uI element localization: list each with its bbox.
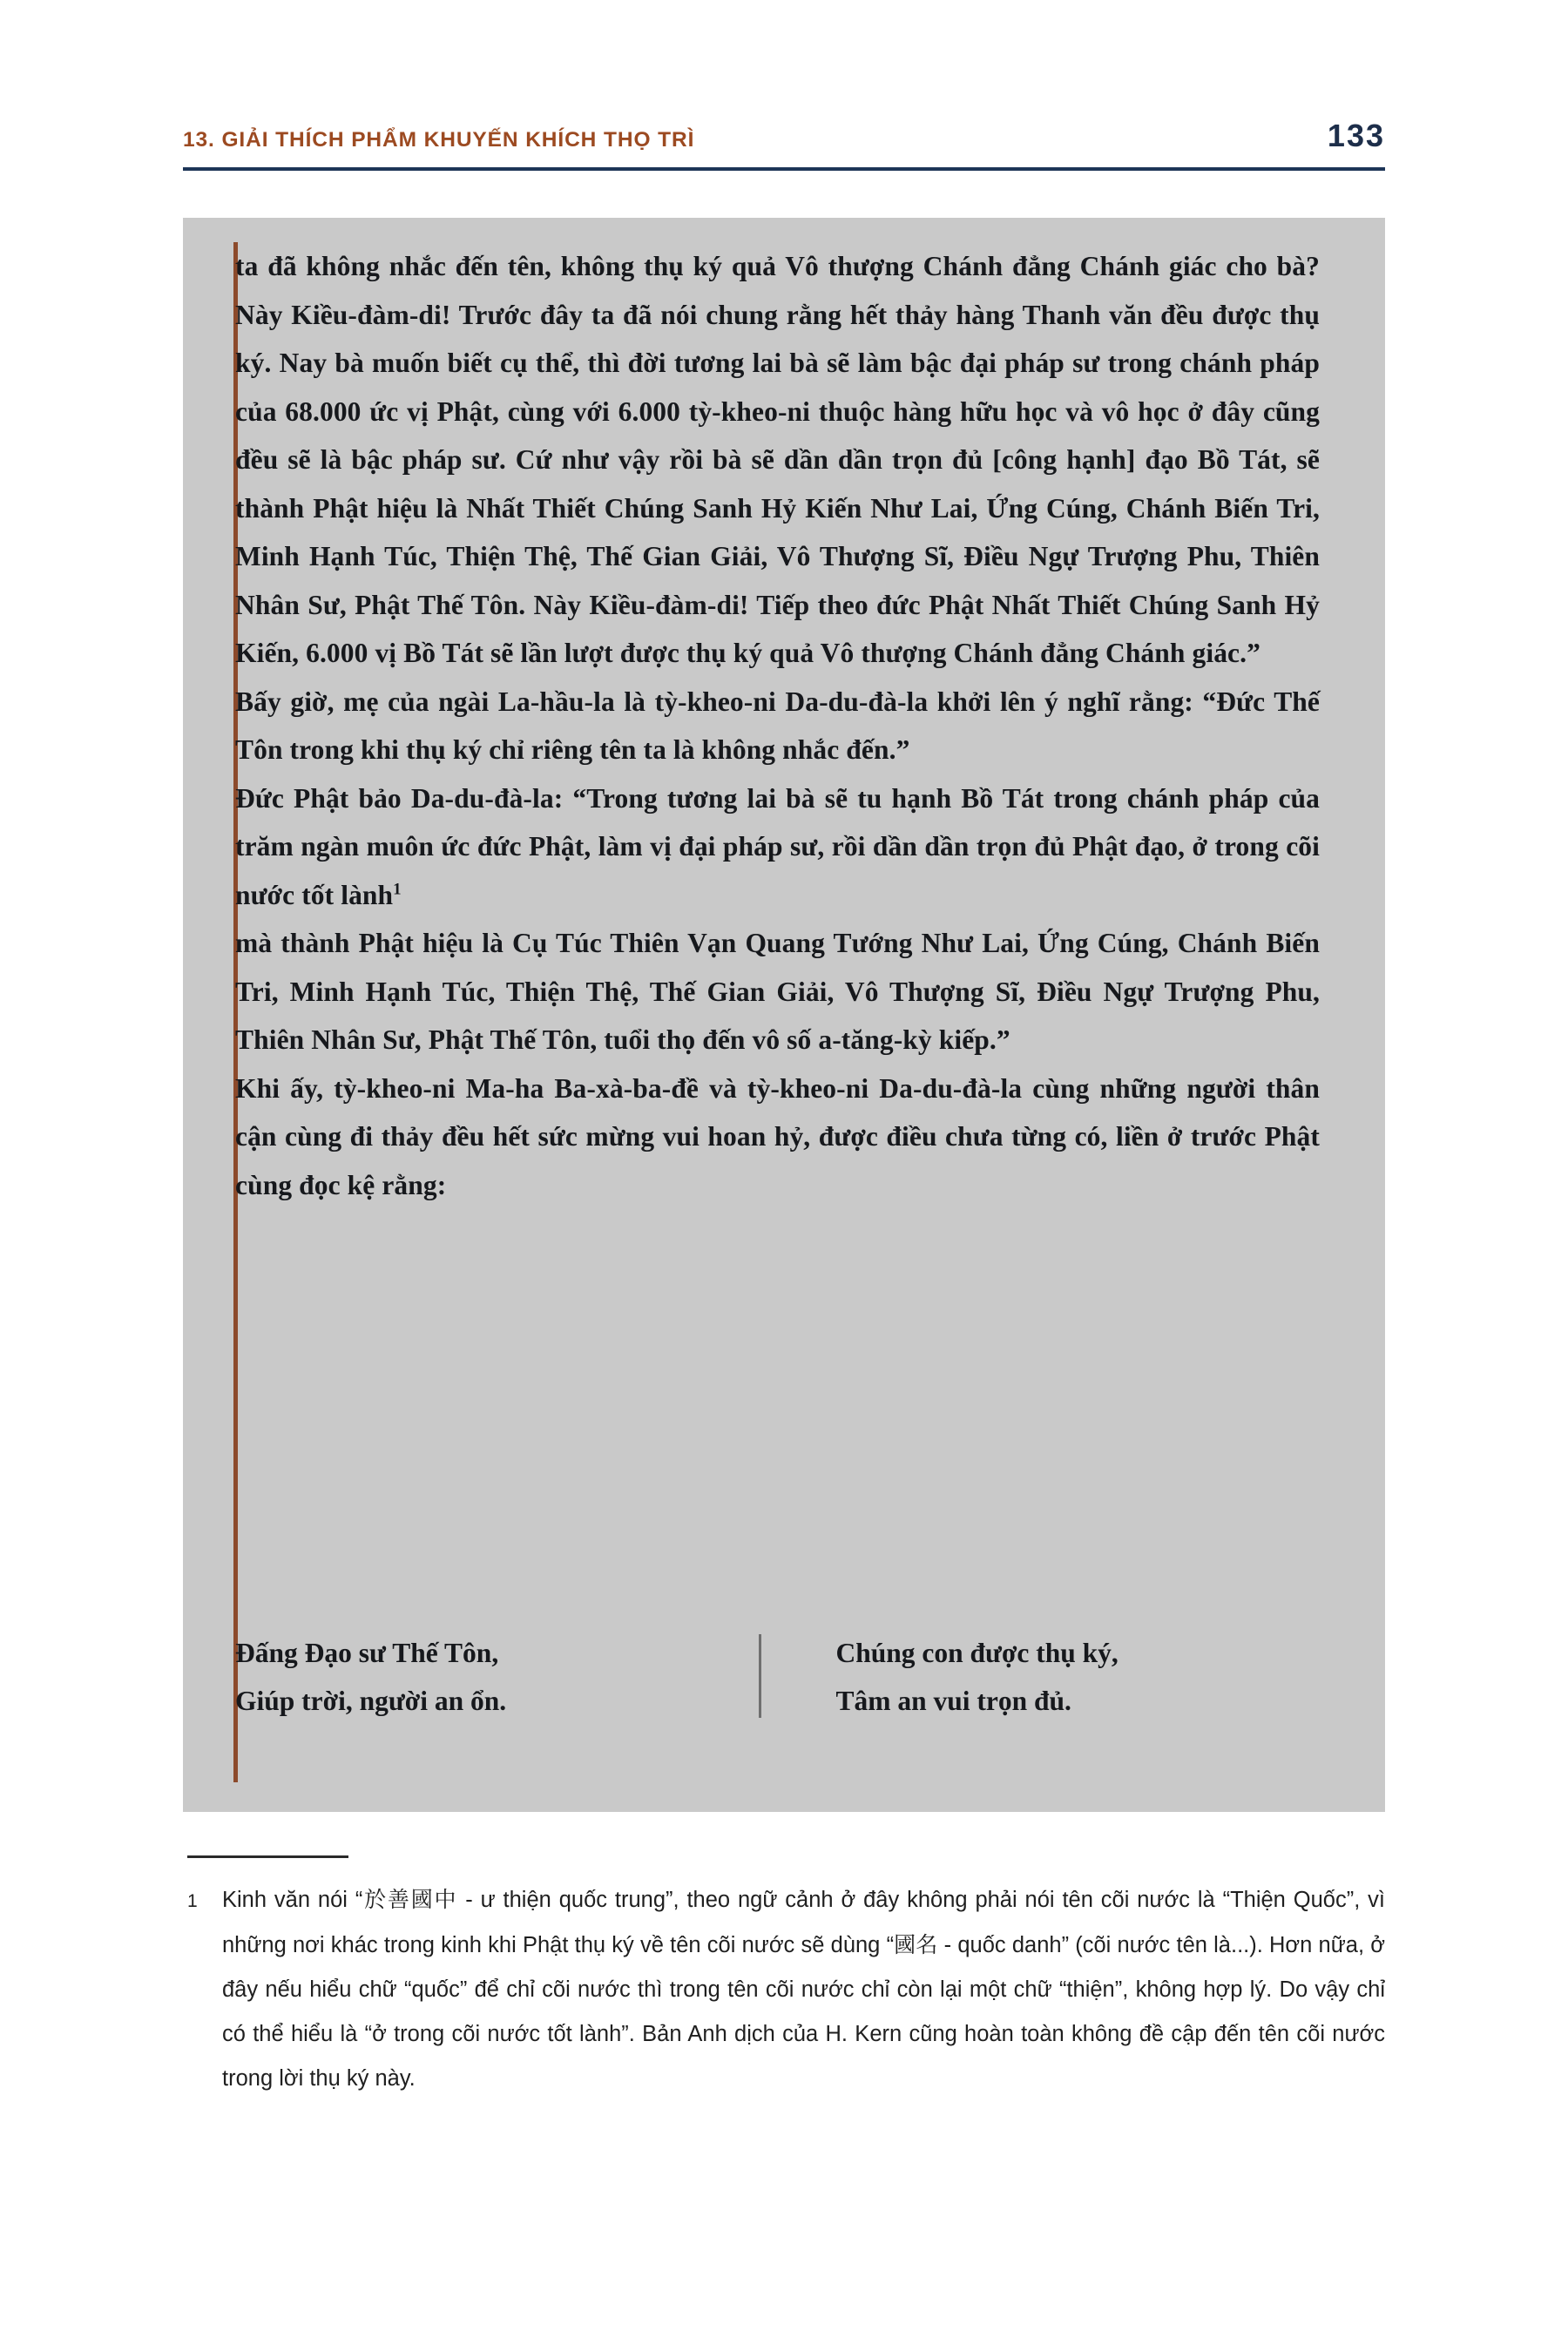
footnote-cjk-quote: 於善國中 [362, 1887, 458, 1912]
footnote-part: - ư thiện quốc trung”, theo ngữ cảnh ở đây không phải nói tên cõi nước là “Thiện Quốc”, vì những nơi khác trong kinh khi Phật thụ ký về tên cõi nước sẽ dùng “ [222, 1888, 1385, 1957]
footnote-part: Kinh văn nói “ [222, 1888, 363, 1912]
footnote-marker: 1 [187, 1891, 198, 1911]
paragraph-with-footnote [235, 774, 1320, 920]
chapter-title: 13. GIẢI THÍCH PHẨM KHUYẾN KHÍCH THỌ TRÌ [183, 128, 695, 152]
paragraph: Bấy giờ, mẹ của ngài La-hầu-la là tỳ-kheo-ni Da-du-đà-la khởi lên ý nghĩ rằng: “Đức Thế Tôn trong khi thụ ký chỉ riêng tên ta là không nhắc đến.” [235, 686, 1320, 765]
footnote-text [222, 1877, 1385, 2101]
verse-line: Giúp trời, người an ổn. [235, 1686, 507, 1716]
verse-line: Tâm an vui trọn đủ. [835, 1686, 1071, 1716]
footnote-part: - quốc danh” (cõi nước tên là...). Hơn nữa, ở đây nếu hiểu chữ “quốc” để chỉ cõi nước thì trong tên cõi nước chỉ còn lại một chữ “thiện”, không hợp lý. Do vậy chỉ có thể hiểu là “ở trong cõi nước tốt lành”. Bản Anh dịch của H. Kern cũng hoàn toàn không đề cập đến tên cõi nước trong lời thụ ký này. [222, 1933, 1385, 2091]
footnote-reference[interactable]: 1 [393, 880, 402, 898]
verse-line: Chúng con được thụ ký, [835, 1638, 1119, 1668]
header-divider [183, 167, 1385, 171]
body-text [235, 242, 1359, 1209]
page-number: 133 [1327, 118, 1385, 153]
paragraph: Khi ấy, tỳ-kheo-ni Ma-ha Ba-xà-ba-đề và tỳ-kheo-ni Da-du-đà-la cùng những người thân cận cùng đi thảy đều hết sức mừng vui hoan hỷ, được điều chưa từng có, liền ở trước Phật cùng đọc kệ rằng: [235, 1072, 1320, 1200]
paragraph: ta đã không nhắc đến tên, không thụ ký quả Vô thượng Chánh đẳng Chánh giác cho bà? Này Kiều-đàm-di! Trước đây ta đã nói chung rằng hết thảy hàng Thanh văn đều được thụ ký. Nay bà muốn biết cụ thể, thì đời tương lai bà sẽ làm bậc đại pháp sư trong chánh pháp của 68.000 ức vị Phật, cùng với 6.000 tỳ-kheo-ni thuộc hàng hữu học và vô học ở đây cũng đều sẽ là bậc pháp sư. Cứ như vậy rồi bà sẽ dần dần trọn đủ [công hạnh] đạo Bồ Tát, sẽ thành Phật hiệu là Nhất Thiết Chúng Sanh Hỷ Kiến Như Lai, Ứng Cúng, Chánh Biến Tri, Minh Hạnh Túc, Thiện Thệ, Thế Gian Giải, Vô Thượng Sĩ, Điều Ngự Trượng Phu, Thiên Nhân Sư, Phật Thế Tôn. Này Kiều-đàm-di! Tiếp theo đức Phật Nhất Thiết Chúng Sanh Hỷ Kiến, 6.000 vị Bồ Tát sẽ lần lượt được thụ ký quả Vô thượng Chánh đẳng Chánh giác.” [235, 251, 1320, 668]
running-head [183, 118, 1385, 154]
verse-column-left [235, 1629, 759, 1725]
paragraph: mà thành Phật hiệu là Cụ Túc Thiên Vạn Quang Tướng Như Lai, Ứng Cúng, Chánh Biến Tri, Minh Hạnh Túc, Thiện Thệ, Thế Gian Giải, Vô Thượng Sĩ, Điều Ngự Trượng Phu, Thiên Nhân Sư, Phật Thế Tôn, tuổi thọ đến vô số a-tăng-kỳ kiếp.” [235, 928, 1320, 1055]
verse-block [235, 1629, 1359, 1725]
paragraph-text: Đức Phật bảo Da-du-đà-la: “Trong tương lai bà sẽ tu hạnh Bồ Tát trong chánh pháp của trăm ngàn muôn ức đức Phật, làm vị đại pháp sư, rồi dần dần trọn đủ Phật đạo, ở trong cõi nước tốt lành [235, 782, 1320, 910]
verse-line: Đấng Đạo sư Thế Tôn, [235, 1638, 499, 1668]
footnote-separator [187, 1855, 348, 1858]
verse-column-right [761, 1629, 1359, 1725]
footnote-cjk-quote: 國名 [894, 1932, 938, 1957]
footnote [187, 1877, 1385, 2101]
